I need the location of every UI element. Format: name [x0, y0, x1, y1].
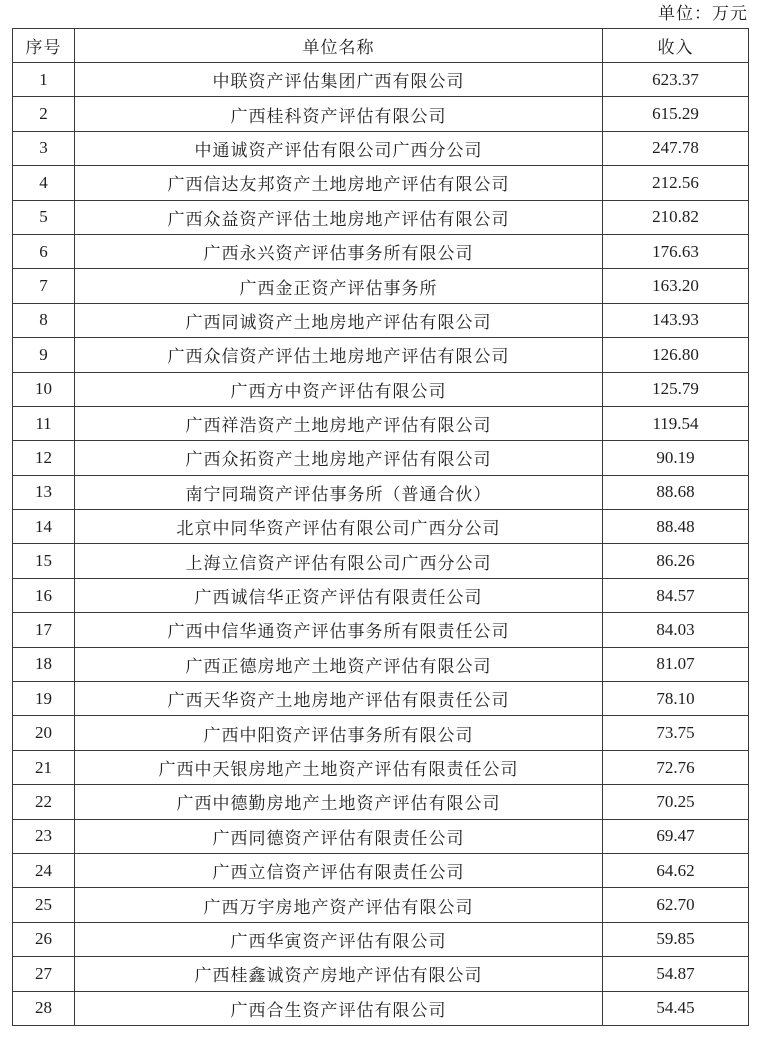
income-table	[12, 28, 749, 1026]
table-row	[13, 441, 749, 475]
company-name-cell: 广西正德房地产土地资产评估有限公司	[75, 647, 603, 681]
header-company-name: 单位名称	[75, 29, 603, 63]
table-header	[13, 29, 749, 63]
unit-label: 单位：万元	[658, 4, 748, 23]
row-number-cell: 22	[13, 785, 75, 819]
table-row	[13, 853, 749, 887]
table-row	[13, 166, 749, 200]
row-number-cell: 6	[13, 234, 75, 268]
row-number-cell: 11	[13, 406, 75, 440]
company-name-cell: 上海立信资产评估有限公司广西分公司	[75, 544, 603, 578]
table-row	[13, 716, 749, 750]
income-cell: 125.79	[603, 372, 749, 406]
company-name-cell: 广西方中资产评估有限公司	[75, 372, 603, 406]
company-name-cell: 广西诚信华正资产评估有限责任公司	[75, 578, 603, 612]
income-cell: 212.56	[603, 166, 749, 200]
company-name-cell: 广西众益资产评估土地房地产评估有限公司	[75, 200, 603, 234]
company-name-cell: 广西万宇房地产资产评估有限公司	[75, 888, 603, 922]
income-cell: 143.93	[603, 303, 749, 337]
income-cell: 615.29	[603, 97, 749, 131]
row-number-cell: 21	[13, 750, 75, 784]
income-cell: 210.82	[603, 200, 749, 234]
row-number-cell: 25	[13, 888, 75, 922]
company-name-cell: 广西华寅资产评估有限公司	[75, 922, 603, 956]
row-number-cell: 27	[13, 957, 75, 991]
income-cell: 88.68	[603, 475, 749, 509]
income-cell: 64.62	[603, 853, 749, 887]
table-row	[13, 922, 749, 956]
table-row	[13, 750, 749, 784]
table-row	[13, 234, 749, 268]
income-cell: 84.57	[603, 578, 749, 612]
income-cell: 84.03	[603, 613, 749, 647]
income-cell: 86.26	[603, 544, 749, 578]
company-name-cell: 中联资产评估集团广西有限公司	[75, 63, 603, 97]
company-name-cell: 广西祥浩资产土地房地产评估有限公司	[75, 406, 603, 440]
income-cell: 623.37	[603, 63, 749, 97]
company-name-cell: 北京中同华资产评估有限公司广西分公司	[75, 510, 603, 544]
row-number-cell: 7	[13, 269, 75, 303]
table-row	[13, 888, 749, 922]
company-name-cell: 广西中天银房地产土地资产评估有限责任公司	[75, 750, 603, 784]
company-name-cell: 广西众信资产评估土地房地产评估有限公司	[75, 338, 603, 372]
company-name-cell: 广西立信资产评估有限责任公司	[75, 853, 603, 887]
header-income: 收入	[603, 29, 749, 63]
income-cell: 81.07	[603, 647, 749, 681]
income-cell: 70.25	[603, 785, 749, 819]
row-number-cell: 1	[13, 63, 75, 97]
company-name-cell: 广西天华资产土地房地产评估有限责任公司	[75, 682, 603, 716]
income-cell: 72.76	[603, 750, 749, 784]
company-name-cell: 广西中信华通资产评估事务所有限责任公司	[75, 613, 603, 647]
row-number-cell: 5	[13, 200, 75, 234]
table-row	[13, 63, 749, 97]
table-row	[13, 544, 749, 578]
table-row	[13, 406, 749, 440]
table-row	[13, 200, 749, 234]
income-cell: 62.70	[603, 888, 749, 922]
table-row	[13, 303, 749, 337]
company-name-cell: 广西金正资产评估事务所	[75, 269, 603, 303]
table-row	[13, 578, 749, 612]
row-number-cell: 23	[13, 819, 75, 853]
income-cell: 126.80	[603, 338, 749, 372]
row-number-cell: 16	[13, 578, 75, 612]
income-cell: 247.78	[603, 131, 749, 165]
company-name-cell: 广西同德资产评估有限责任公司	[75, 819, 603, 853]
company-name-cell: 中通诚资产评估有限公司广西分公司	[75, 131, 603, 165]
table-row	[13, 647, 749, 681]
income-cell: 90.19	[603, 441, 749, 475]
table-row	[13, 372, 749, 406]
income-cell: 54.45	[603, 991, 749, 1025]
income-cell: 78.10	[603, 682, 749, 716]
table-row	[13, 682, 749, 716]
company-name-cell: 广西合生资产评估有限公司	[75, 991, 603, 1025]
table-row	[13, 338, 749, 372]
row-number-cell: 10	[13, 372, 75, 406]
table-row	[13, 819, 749, 853]
table-body	[13, 63, 749, 1026]
company-name-cell: 南宁同瑞资产评估事务所（普通合伙）	[75, 475, 603, 509]
income-cell: 163.20	[603, 269, 749, 303]
table-row	[13, 785, 749, 819]
row-number-cell: 8	[13, 303, 75, 337]
company-name-cell: 广西永兴资产评估事务所有限公司	[75, 234, 603, 268]
company-name-cell: 广西桂科资产评估有限公司	[75, 97, 603, 131]
table-row	[13, 269, 749, 303]
row-number-cell: 17	[13, 613, 75, 647]
income-cell: 176.63	[603, 234, 749, 268]
row-number-cell: 3	[13, 131, 75, 165]
row-number-cell: 19	[13, 682, 75, 716]
row-number-cell: 9	[13, 338, 75, 372]
header-row	[13, 29, 749, 63]
table-row	[13, 475, 749, 509]
row-number-cell: 12	[13, 441, 75, 475]
table-row	[13, 991, 749, 1025]
row-number-cell: 4	[13, 166, 75, 200]
company-name-cell: 广西中阳资产评估事务所有限公司	[75, 716, 603, 750]
income-cell: 54.87	[603, 957, 749, 991]
company-name-cell: 广西桂鑫诚资产房地产评估有限公司	[75, 957, 603, 991]
table-row	[13, 97, 749, 131]
header-number: 序号	[13, 29, 75, 63]
company-name-cell: 广西众拓资产土地房地产评估有限公司	[75, 441, 603, 475]
row-number-cell: 18	[13, 647, 75, 681]
row-number-cell: 20	[13, 716, 75, 750]
income-cell: 88.48	[603, 510, 749, 544]
company-name-cell: 广西同诚资产土地房地产评估有限公司	[75, 303, 603, 337]
row-number-cell: 15	[13, 544, 75, 578]
table-row	[13, 510, 749, 544]
income-cell: 73.75	[603, 716, 749, 750]
table-row	[13, 957, 749, 991]
company-name-cell: 广西信达友邦资产土地房地产评估有限公司	[75, 166, 603, 200]
income-cell: 69.47	[603, 819, 749, 853]
row-number-cell: 2	[13, 97, 75, 131]
row-number-cell: 26	[13, 922, 75, 956]
table-row	[13, 613, 749, 647]
row-number-cell: 13	[13, 475, 75, 509]
table-row	[13, 131, 749, 165]
row-number-cell: 28	[13, 991, 75, 1025]
company-name-cell: 广西中德勤房地产土地资产评估有限公司	[75, 785, 603, 819]
row-number-cell: 14	[13, 510, 75, 544]
income-cell: 119.54	[603, 406, 749, 440]
income-cell: 59.85	[603, 922, 749, 956]
row-number-cell: 24	[13, 853, 75, 887]
